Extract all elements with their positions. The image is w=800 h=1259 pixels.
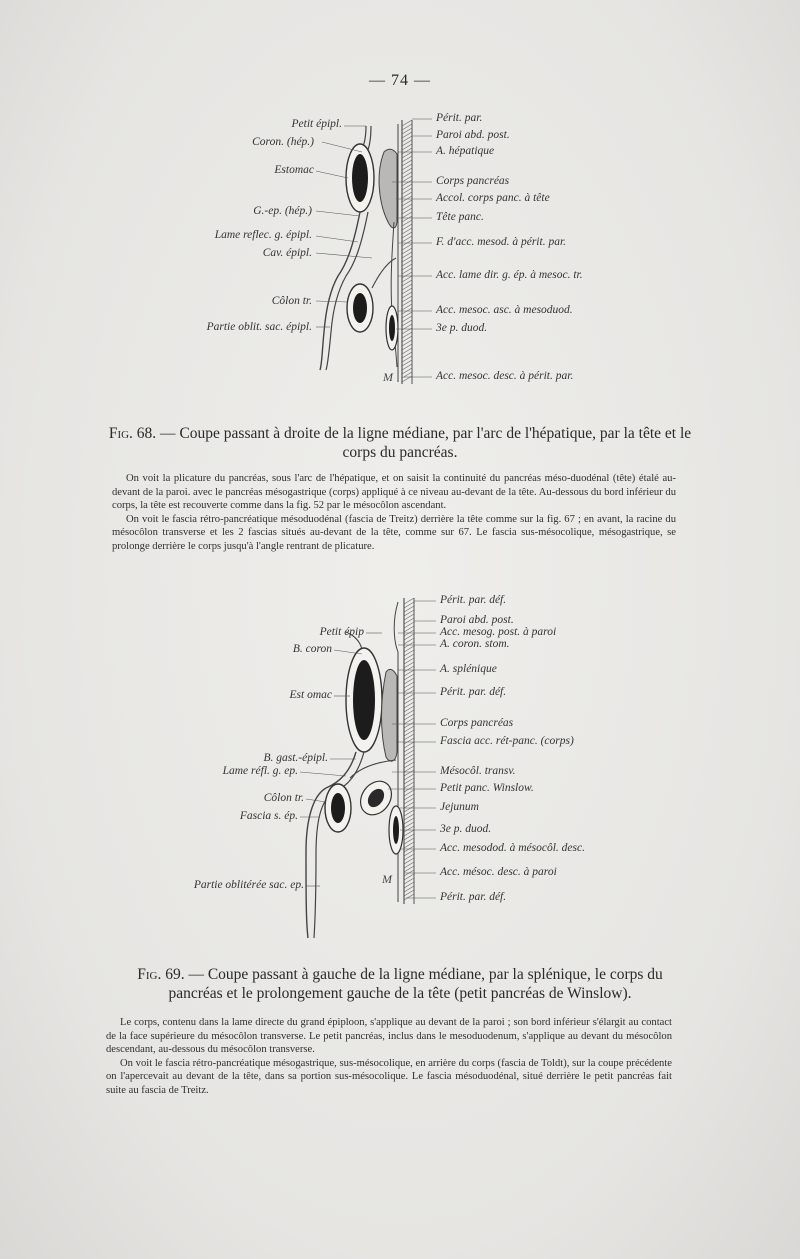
label-lame-reflec: Lame reflec. g. épipl.	[214, 229, 312, 241]
label-tete-panc: Tête panc.	[436, 211, 484, 223]
figure-69-drawing	[0, 592, 800, 952]
label-acc-mesoc-desc: Acc. mesoc. desc. à périt. par.	[436, 370, 574, 382]
label-corps-pancreas: Corps pancréas	[436, 175, 510, 187]
label-accol-corps: Accol. corps panc. à tête	[436, 192, 550, 204]
caption-text: Coupe passant à gauche de la ligne médiane, par la splénique, le corps du pancréas et le prolongement gauche de la tête (petit pancréas de Winslow).	[168, 966, 663, 1002]
label-partie-obliteree: Partie oblitérée sac. ep.	[193, 879, 304, 891]
label-perit-par-def-2: Périt. par. déf.	[440, 686, 507, 698]
label-fascia-s-ep: Fascia s. ép.	[239, 810, 298, 822]
label-mesocol-transv: Mésocôl. transv.	[440, 765, 516, 777]
label-paroi-abd-post: Paroi abd. post.	[440, 614, 514, 626]
label-acc-mesoc-desc-paroi: Acc. mésoc. desc. à paroi	[440, 866, 557, 878]
label-petit-epip: Petit épip	[319, 626, 364, 638]
label-acc-mesoc-asc: Acc. mesoc. asc. à mesoduod.	[436, 304, 573, 316]
figure-69-caption	[110, 965, 690, 1003]
paragraph: On voit le fascia rétro-pancréatique mésogastrique, sus-mésocolique, en arrière du corps (fascia de Toldt), sur la coupe précédente on l'apercevait au devant de la tête, dans sa portion sus-mésocolique. Le fascia mésoduodénal, situé derrière le petit pancréas fait suite au fascia de Treitz.	[106, 1057, 672, 1096]
caption-text: Coupe passant à droite de la ligne médiane, par l'arc de l'hépatique, par la tête et le corps du pancréas.	[179, 425, 692, 461]
figure-68-caption	[100, 424, 700, 462]
figure-69	[0, 592, 800, 952]
label-coron-hep: Coron. (hép.)	[252, 136, 314, 148]
label-perit-par-def-3: Périt. par. déf.	[440, 891, 507, 903]
paragraph: On voit le fascia rétro-pancréatique mésoduodénal (fascia de Treitz) derrière la tête comme sur la fig. 67 ; en avant, la racine du mésocôlon transverse et les 2 fascias situés au-devant de la tête, comme sur 67. Le fascia sus-mésocolique, mésogastrique, se prolonge derrière le corps jusqu'à l'angle rentrant de plicature.	[112, 513, 676, 552]
artist-signature: M	[383, 370, 393, 384]
label-acc-lame-dir: Acc. lame dir. g. ép. à mesoc. tr.	[436, 269, 583, 281]
figure-68	[0, 112, 800, 392]
artist-signature: M	[382, 872, 392, 886]
label-partie-oblit: Partie oblit. sac. épipl.	[206, 321, 312, 333]
label-b-coron: B. coron	[292, 643, 332, 655]
label-f-acc-mesod: F. d'acc. mesod. à périt. par.	[436, 236, 567, 248]
label-corps-pancreas-69: Corps pancréas	[440, 717, 514, 729]
label-cav-epipl: Cav. épipl.	[262, 247, 312, 259]
label-colon-tr-69: Côlon tr.	[263, 792, 304, 804]
label-est-omac: Est omac	[289, 689, 332, 701]
label-a-splenique: A. splénique	[440, 663, 497, 675]
label-g-ep-hep: G.-ep. (hép.)	[253, 205, 312, 217]
label-petit-epipl: Petit épipl.	[291, 118, 342, 130]
label-acc-mesodod: Acc. mesodod. à mésocôl. desc.	[440, 842, 585, 854]
label-3e-p-duod: 3e p. duod.	[436, 322, 488, 334]
figure-68-drawing	[0, 112, 800, 392]
figure-68-description	[112, 472, 676, 554]
label-colon-tr: Côlon tr.	[271, 295, 312, 307]
label-lame-refl: Lame réfl. g. ep.	[222, 765, 298, 777]
label-perit-par-def-1: Périt. par. déf.	[440, 594, 507, 606]
label-perit-par: Périt. par.	[436, 112, 483, 124]
label-jejunum: Jejunum	[440, 801, 479, 813]
caption-figure-number: Fig. 68. —	[108, 425, 176, 442]
figure-69-description	[106, 1016, 672, 1098]
paragraph: On voit la plicature du pancréas, sous l'arc de l'hépatique, et on saisit la continuité du pancréas méso-duodénal (tête) étalé au-devant de la paroi. avec le pancréas mésogastrique (corps) appliqué à ce niveau au-devant de la tête. Au-dessous du bord inférieur du corps, la tête est recouverte comme dans la fig. 52 par le mésocôlon ascendant.	[112, 473, 676, 512]
label-estomac: Estomac	[274, 164, 314, 176]
label-paroi-abd: Paroi abd. post.	[436, 129, 510, 141]
label-petit-panc: Petit panc. Winslow.	[440, 782, 534, 794]
label-3e-p-duod-69: 3e p. duod.	[440, 823, 492, 835]
label-fascia-acc: Fascia acc. rét-panc. (corps)	[440, 735, 574, 747]
paragraph: Le corps, contenu dans la lame directe du grand épiploon, s'applique au devant de la paroi ; son bord inférieur s'élargit au contact de la face supérieure du mésocôlon transverse. Le petit pancréas, inclus dans le mesoduodenum, s'applique au devant du mésocôlon descendant, au-dessous du mésocôlon transverse.	[106, 1017, 672, 1056]
label-b-gast-epipl: B. gast.-épipl.	[263, 752, 328, 764]
page-number: — 74 —	[369, 72, 431, 89]
label-a-coron-stom: A. coron. stom.	[440, 638, 510, 650]
label-acc-mesog: Acc. mesog. post. à paroi	[440, 626, 557, 638]
caption-figure-number: Fig. 69. —	[137, 966, 204, 983]
label-a-hepatique: A. hépatique	[436, 145, 495, 157]
